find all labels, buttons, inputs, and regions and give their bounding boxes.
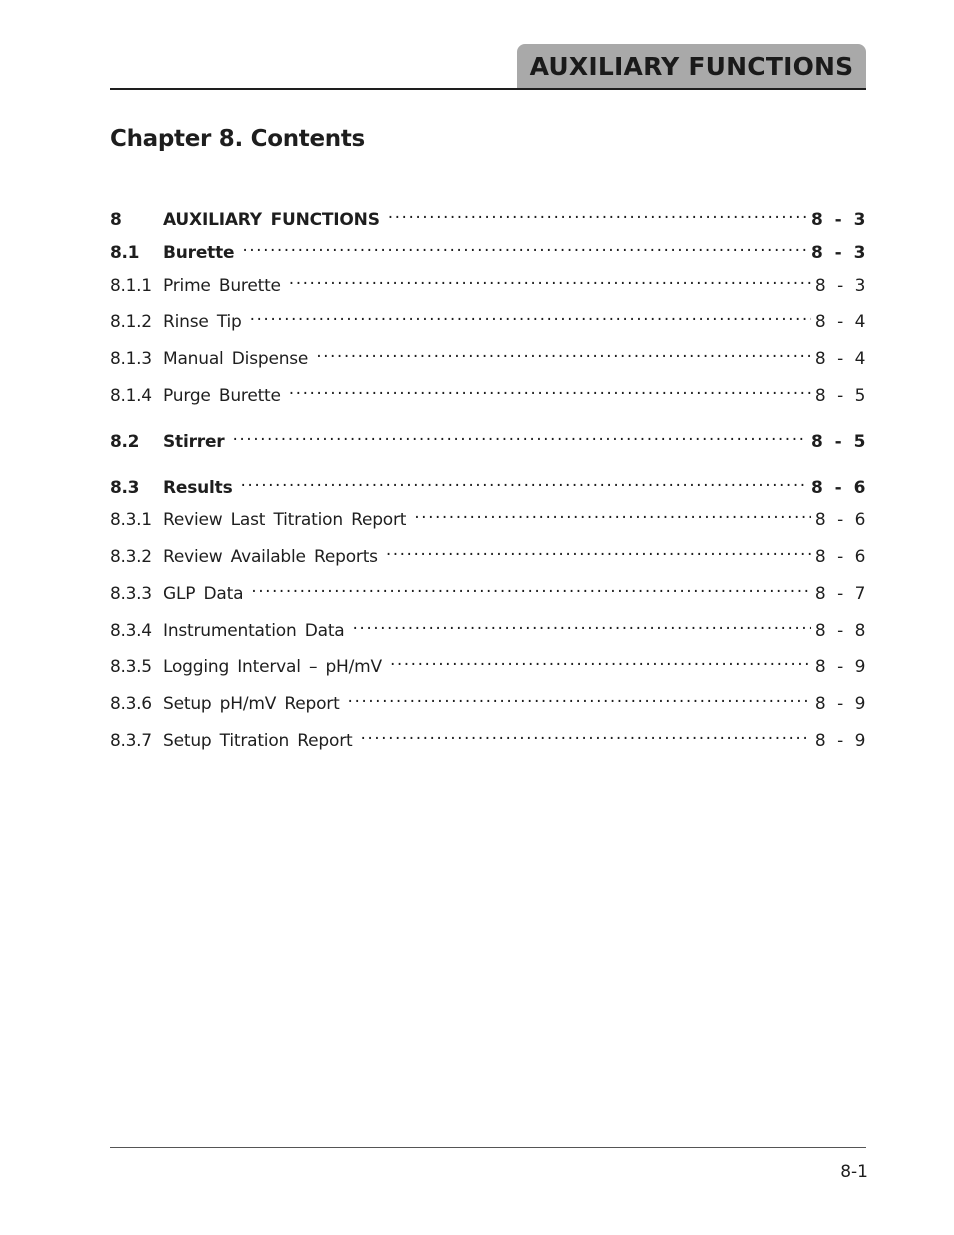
toc-entry-title: GLP Data [163,584,244,604]
toc-dot-leader [232,423,806,447]
toc-dot-leader [251,575,811,599]
toc-entry-number: 8.3.1 [110,510,152,530]
toc-dot-leader [289,267,811,291]
toc-entry-title: Instrumentation Data [163,621,345,641]
toc-entry-page: 8 - 9 [814,694,866,714]
table-of-contents [110,0,866,800]
toc-dot-leader [353,612,811,636]
toc-entry-title: Purge Burette [163,386,281,406]
toc-entry-page: 8 - 6 [814,547,866,567]
toc-entry-title: Review Available Reports [163,547,378,567]
toc-dot-leader [386,538,811,562]
toc-entry[interactable] [110,612,866,641]
toc-entry-number: 8.1.3 [110,349,152,369]
toc-entry-page: 8 - 3 [810,243,866,263]
toc-entry-title: AUXILIARY FUNCTIONS [163,210,380,230]
toc-entry-title: Prime Burette [163,276,281,296]
toc-entry-title: Logging Interval – pH/mV [163,657,382,677]
toc-entry-page: 8 - 9 [814,657,866,677]
chapter-title: Chapter 8. Contents [110,126,365,152]
toc-entry-title: Setup Titration Report [163,731,353,751]
toc-entry-page: 8 - 4 [814,312,866,332]
toc-entry-number: 8.3.5 [110,657,152,677]
toc-entry-number: 8.1 [110,243,140,263]
toc-entry-page: 8 - 7 [814,584,866,604]
toc-dot-leader [316,340,811,364]
toc-entry[interactable] [110,501,866,530]
toc-entry-page: 8 - 6 [810,478,866,498]
toc-dot-leader [360,722,810,746]
toc-entry-title: Burette [163,243,235,263]
toc-entry[interactable] [110,423,866,452]
toc-entry[interactable] [110,234,866,263]
toc-entry-page: 8 - 9 [814,731,866,751]
toc-dot-leader [388,201,807,225]
toc-entry-number: 8.3.2 [110,547,152,567]
toc-entry-number: 8.3.3 [110,584,152,604]
toc-entry[interactable] [110,340,866,369]
toc-entry[interactable] [110,377,866,406]
toc-entry-number: 8 [110,210,122,230]
toc-entry-page: 8 - 5 [814,386,866,406]
toc-entry-number: 8.1.4 [110,386,152,406]
toc-entry[interactable] [110,267,866,296]
toc-entry-number: 8.3.4 [110,621,152,641]
toc-entry-page: 8 - 5 [810,432,866,452]
toc-dot-leader [348,685,811,709]
toc-entry-page: 8 - 8 [814,621,866,641]
toc-dot-leader [414,501,811,525]
toc-entry-title: Stirrer [163,432,225,452]
toc-entry-number: 8.3.6 [110,694,152,714]
toc-dot-leader [390,648,811,672]
toc-entry-number: 8.1.2 [110,312,152,332]
toc-entry-page: 8 - 3 [814,276,866,296]
toc-entry[interactable] [110,648,866,677]
toc-dot-leader [250,303,811,327]
section-header-label: AUXILIARY FUNCTIONS [529,51,854,81]
toc-entry-title: Rinse Tip [163,312,242,332]
toc-dot-leader [242,234,807,258]
toc-entry-number: 8.2 [110,432,140,452]
toc-entry[interactable] [110,469,866,498]
page-number: 8-1 [840,1162,868,1182]
toc-entry[interactable] [110,303,866,332]
toc-entry-page: 8 - 6 [814,510,866,530]
footer-rule [110,1147,866,1148]
toc-entry-page: 8 - 3 [810,210,866,230]
toc-dot-leader [289,377,811,401]
toc-entry[interactable] [110,685,866,714]
toc-entry-title: Review Last Titration Report [163,510,407,530]
toc-entry[interactable] [110,538,866,567]
toc-dot-leader [241,469,807,493]
toc-entry[interactable] [110,722,866,751]
toc-entry-number: 8.3.7 [110,731,152,751]
toc-entry-number: 8.3 [110,478,140,498]
toc-entry-page: 8 - 4 [814,349,866,369]
toc-entry-title: Results [163,478,233,498]
toc-entry-number: 8.1.1 [110,276,152,296]
toc-entry-title: Setup pH/mV Report [163,694,340,714]
toc-entry[interactable] [110,575,866,604]
toc-entry-title: Manual Dispense [163,349,309,369]
toc-entry[interactable] [110,201,866,230]
